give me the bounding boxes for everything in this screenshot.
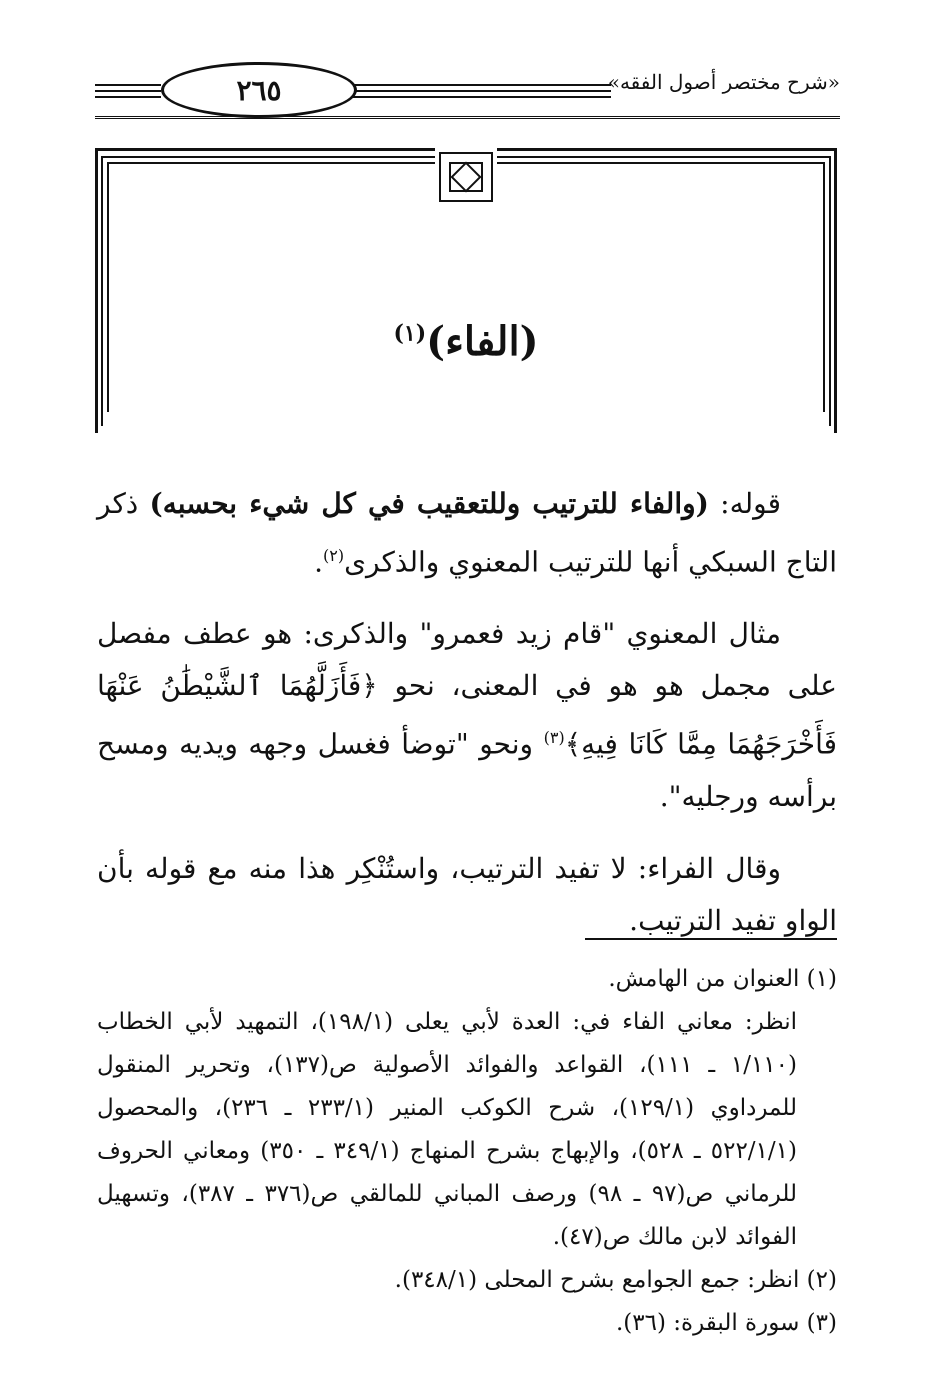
footnote-separator: [585, 938, 837, 940]
page-number: ٢٦٥: [161, 62, 357, 118]
footnote-ref: (٣): [543, 728, 565, 748]
footnote-ref: (١): [393, 320, 427, 347]
footnote-1: (١) العنوان من الهامش.: [608, 966, 837, 992]
paragraph: قوله: (والفاء للترتيب وللتعقيب في كل شيء بحسبه) ذكر التاج السبكي أنها للترتيب المعنوي والذكرى$^{(٢)}$.: [97, 487, 837, 579]
main-text: [97, 478, 837, 967]
paragraph: وقال الفراء: لا تفيد الترتيب، واستُنْكِر هذا منه مع قوله بأن الواو تفيد الترتيب.: [97, 851, 837, 937]
footnote-ref: (٢): [322, 546, 345, 565]
header-rule: [351, 90, 611, 92]
footnote-2: (٢) انظر: جمع الجوامع بشرح المحلى (٣٤٨/١).: [394, 1267, 837, 1293]
section-title-frame: [95, 148, 837, 433]
header-rule: [95, 84, 161, 86]
running-header: [95, 62, 840, 122]
footnote-1-continuation: انظر: معاني الفاء في: العدة لأبي يعلى (١٩٨/١)، التمهيد لأبي الخطاب (١/١١٠ ـ ١١١)، القواعد والفوائد الأصولية ص(١٣٧)، وتحرير المنقول للمرداوي (١٢٩/١)، شرح الكوكب المنير (٢٣٣/١ ـ ٢٣٦)، والمحصول (٥٢٢/١/١ ـ ٥٢٨)، والإبهاج بشرح المنهاج (٣٤٩/١ ـ ٣٥٠) ومعاني الحروف للرماني ص(٩٧ ـ ٩٨) ورصف المباني للمالقي ص(٣٧٦ ـ ٣٨٧)، وتسهيل الفوائد لابن مالك ص(٤٧).: [97, 1009, 797, 1250]
footnotes: [97, 958, 837, 1345]
header-rule: [95, 96, 161, 98]
header-rule: [95, 90, 161, 92]
header-underline: [95, 116, 840, 119]
paragraph: مثال المعنوي "قام زيد فعمرو" والذكرى: هو عطف مفصل على مجمل هو هو في المعنى، نحو ﴿فَأَزَلَّهُمَا ٱلشَّيْطَٰنُ عَنْهَا فَأَخْرَجَهُمَا مِمَّا كَانَا فِيهِ﴾$^{(٣)}$ ونحو "توضأ فغسل وجهه ويديه ومسح برأسه ورجليه".: [97, 617, 837, 813]
frame-ornament-icon: [439, 152, 493, 202]
section-title: (الفاء)$^{(١)}$: [393, 318, 539, 365]
header-rule: [351, 84, 611, 86]
footnote-3: (٣) سورة البقرة: (٣٦).: [615, 1310, 837, 1336]
header-rule: [351, 96, 611, 98]
quoted-text: (والفاء للترتيب وللتعقيب في كل شيء بحسبه): [149, 487, 709, 520]
running-title: «شرح مختصر أصول الفقه»: [607, 70, 840, 94]
